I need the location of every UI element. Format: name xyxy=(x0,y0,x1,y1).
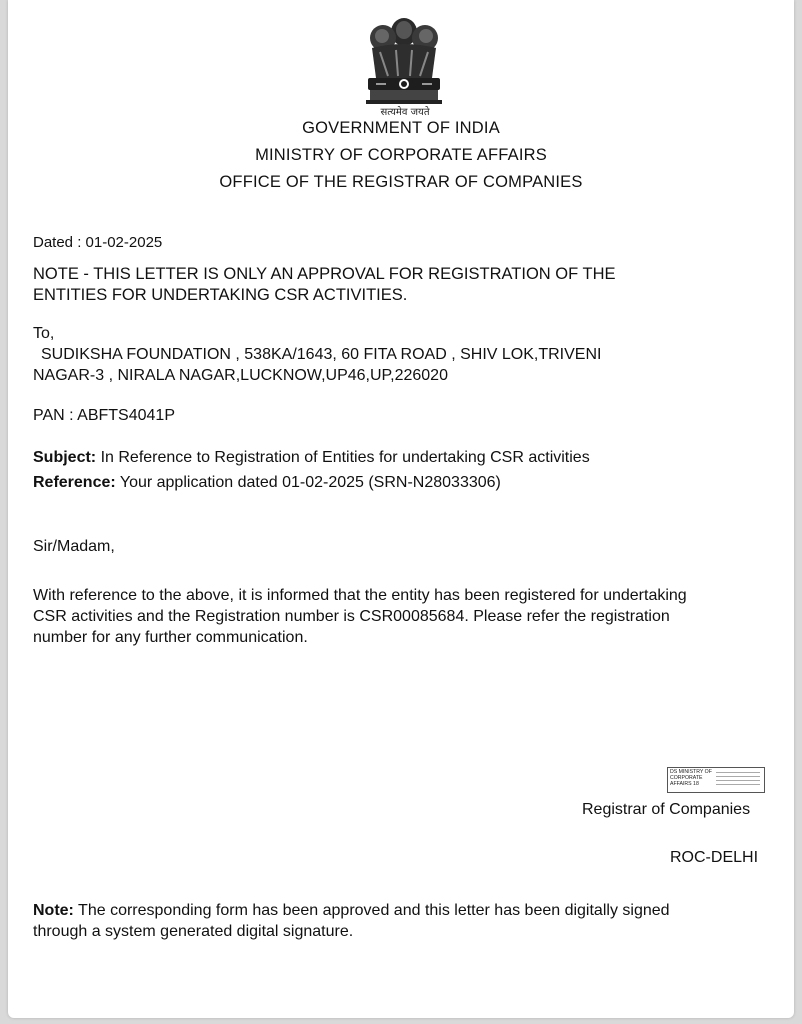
address-line-1: SUDIKSHA FOUNDATION , 538KA/1643, 60 FITA ROAD , SHIV LOK,TRIVENI xyxy=(41,346,602,363)
pan-number: PAN : ABFTS4041P xyxy=(33,407,175,424)
header-office: OFFICE OF THE REGISTRAR OF COMPANIES xyxy=(219,173,583,191)
digital-signature-stamp xyxy=(667,767,765,793)
national-emblem-icon xyxy=(358,12,450,116)
letter-date: Dated : 01-02-2025 xyxy=(33,234,163,251)
reference-text: Your application dated 01-02-2025 (SRN-N28033306) xyxy=(119,474,501,491)
note-line-2: ENTITIES FOR UNDERTAKING CSR ACTIVITIES. xyxy=(33,286,408,304)
reference-label: Reference: xyxy=(33,474,116,491)
subject-label: Subject: xyxy=(33,449,97,466)
footer-note-line-2: through a system generated digital signature. xyxy=(33,923,354,940)
signature-detail-lines xyxy=(716,772,760,788)
header-government: GOVERNMENT OF INDIA xyxy=(302,119,500,137)
header-ministry: MINISTRY OF CORPORATE AFFAIRS xyxy=(255,146,547,164)
salutation: Sir/Madam, xyxy=(33,538,115,555)
body-line-3: number for any further communication. xyxy=(33,629,308,646)
signatory-office: ROC-DELHI xyxy=(670,849,759,866)
footer-note-text: The corresponding form has been approved and this letter has been digitally signed xyxy=(78,902,670,919)
emblem-motto: सत्यमेव जयते xyxy=(380,107,430,118)
signatory-title: Registrar of Companies xyxy=(582,801,751,818)
reference-line xyxy=(33,473,501,493)
subject-text: In Reference to Registration of Entities for undertaking CSR activities xyxy=(100,449,590,466)
body-line-2: CSR activities and the Registration number is CSR00085684. Please refer the registration xyxy=(33,608,670,625)
footer-note-label: Note: xyxy=(33,902,74,919)
footer-note-line-1 xyxy=(33,901,670,921)
subject-line xyxy=(33,448,590,468)
body-line-1: With reference to the above, it is informed that the entity has been registered for undertaking xyxy=(33,587,687,604)
note-line-1: NOTE - THIS LETTER IS ONLY AN APPROVAL FOR REGISTRATION OF THE xyxy=(33,265,616,283)
signature-stamp-text: DS MINISTRY OF CORPORATE AFFAIRS 18 xyxy=(670,769,712,787)
addressee-to: To, xyxy=(33,325,55,342)
address-line-2: NAGAR-3 , NIRALA NAGAR,LUCKNOW,UP46,UP,226020 xyxy=(33,367,448,384)
